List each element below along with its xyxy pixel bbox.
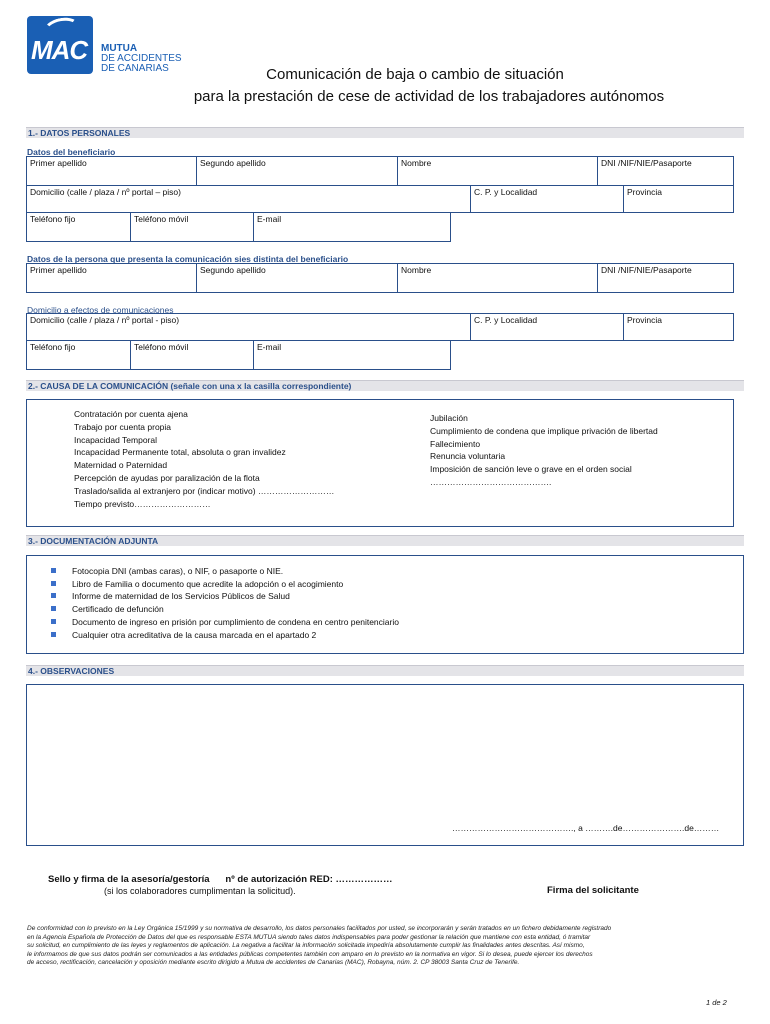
beneficiary-surname1-field[interactable]: Primer apellido <box>26 156 197 186</box>
page-number: 1 de 2 <box>706 998 727 1007</box>
presenter-phone-field[interactable]: Teléfono fijo <box>26 340 131 370</box>
document-item[interactable]: Informe de maternidad de los Servicios Públicos de Salud <box>51 590 399 603</box>
privacy-line: De conformidad con lo previsto en la Ley Orgánica 15/1999 y su normativa de desarrollo, los datos personales facilitados por usted, se incorporarán y serán tratados en un fichero debidamente registrado <box>27 925 612 932</box>
cause-option[interactable]: Trabajo por cuenta propia <box>74 421 172 432</box>
cause-option[interactable]: Contratación por cuenta ajena <box>74 409 188 419</box>
cause-option[interactable]: Cumplimiento de condena que implique privación de libertad <box>430 425 658 436</box>
section-2-header: 2.- CAUSA DE LA COMUNICACIÓN (señale con una x la casilla correspondiente) <box>26 380 744 391</box>
documentation-list <box>51 565 399 641</box>
privacy-line: de acceso, rectificación, cancelación y oposición mediante escrito dirigido a Mutua de accidentes de Canarias (MAC), Robayna, núm. 2. CP 38003 Santa Cruz de Tenerife. <box>27 959 520 967</box>
cause-option[interactable]: Incapacidad Permanente total, absoluta o gran invalidez <box>74 447 286 458</box>
beneficiary-mobile-field[interactable]: Teléfono móvil <box>130 212 254 242</box>
presenter-mobile-field[interactable]: Teléfono móvil <box>130 340 254 370</box>
advisor-signature-label: Sello y firma de la asesoría/gestoría nº de autorización RED: ……………… <box>48 874 393 885</box>
checkbox-icon[interactable] <box>51 593 56 598</box>
document-item[interactable]: Documento de ingreso en prisión por cumplimiento de condena en centro penitenciario <box>51 616 399 629</box>
logo-mark: MAC <box>31 35 88 65</box>
notification-postcode-field[interactable]: C. P. y Localidad <box>470 313 624 341</box>
logo-line-2: DE ACCIDENTES <box>101 53 182 64</box>
applicant-signature-label: Firma del solicitante <box>547 885 639 896</box>
presenter-email-field[interactable]: E-mail <box>253 340 451 370</box>
cause-list-left <box>74 408 334 510</box>
logo-line-1: MUTUA <box>101 43 138 54</box>
cause-option[interactable]: Incapacidad Temporal <box>74 434 158 445</box>
presenter-surname2-field[interactable]: Segundo apellido <box>196 263 398 293</box>
beneficiary-postcode-field[interactable]: C. P. y Localidad <box>470 185 624 213</box>
page-subtitle: para la prestación de cese de actividad de los trabajadores autónomos <box>193 88 665 105</box>
document-item[interactable]: Cualquier otra acreditativa de la causa marcada en el apartado 2 <box>51 629 399 642</box>
cause-option[interactable]: Renuncia voluntaria <box>430 451 506 462</box>
presenter-surname1-field[interactable]: Primer apellido <box>26 263 197 293</box>
checkbox-icon[interactable] <box>51 632 56 637</box>
section-3-header: 3.- DOCUMENTACIÓN ADJUNTA <box>26 535 744 546</box>
document-item[interactable]: Fotocopia DNI (ambas caras), o NIF, o pasaporte o NIE. <box>51 565 399 578</box>
cause-option[interactable]: Percepción de ayudas por paralización de la flota <box>74 472 260 483</box>
cause-list-right <box>430 412 658 489</box>
checkbox-icon[interactable] <box>51 619 56 624</box>
privacy-notice <box>27 925 747 968</box>
privacy-line: le informamos de que sus datos podrán ser comunicados a las entidades públicas competentes también con amparo en lo previsto en la normativa en vigor. Si lo desea, puede ejercer los derechos <box>27 950 593 958</box>
checkbox-icon[interactable] <box>51 568 56 573</box>
notification-address-field[interactable]: Domicilio (calle / plaza / nº portal - piso) <box>26 313 471 341</box>
section-1-header: 1.- DATOS PERSONALES <box>26 127 744 138</box>
beneficiary-surname2-field[interactable]: Segundo apellido <box>196 156 398 186</box>
cause-option[interactable]: Imposición de sanción leve o grave en el orden social <box>430 464 632 475</box>
document-item[interactable]: Libro de Familia o documento que acredite la adopción o el acogimiento <box>51 578 399 591</box>
beneficiary-email-field[interactable]: E-mail <box>253 212 451 242</box>
privacy-line: su solicitud, en cumplimiento de las leyes y reglamentos de aplicación. La negativa a facilitar la información solicitada impediría absolutamente cumplir las finalidades antes descritas. Así mismo, <box>27 942 585 950</box>
beneficiary-phone-field[interactable]: Teléfono fijo <box>26 212 131 242</box>
cause-option[interactable]: ……………………………………. <box>430 476 552 487</box>
page-title: Comunicación de baja o cambio de situación <box>266 66 564 83</box>
cause-option[interactable]: Jubilación <box>430 413 468 423</box>
cause-option[interactable]: Tiempo previsto……………………… <box>74 498 211 509</box>
notification-address-label: Domicilio a efectos de comunicaciones <box>27 305 174 315</box>
presenter-label: Datos de la persona que presenta la comunicación sies distinta del beneficiario <box>27 254 349 264</box>
section-4-header: 4.- OBSERVACIONES <box>26 665 744 676</box>
privacy-line: en la Agencia Española de Protección de Datos del que es responsable ESTA MUTUA siendo tales datos indispensables para poder gestionar la relación que mantiene con esta entidad, ó tramitar <box>27 933 591 941</box>
cause-option[interactable]: Maternidad o Paternidad <box>74 460 168 471</box>
beneficiary-label: Datos del beneficiario <box>27 147 116 157</box>
beneficiary-name-field[interactable]: Nombre <box>397 156 598 186</box>
document-item[interactable]: Certificado de defunción <box>51 603 399 616</box>
beneficiary-id-field[interactable]: DNI /NIF/NIE/Pasaporte <box>597 156 734 186</box>
cause-option[interactable]: Traslado/salida al extranjero por (indicar motivo) ……………………… <box>74 485 335 496</box>
beneficiary-address-field[interactable]: Domicilio (calle / plaza / nº portal – piso) <box>26 185 471 213</box>
presenter-id-field[interactable]: DNI /NIF/NIE/Pasaporte <box>597 263 734 293</box>
presenter-name-field[interactable]: Nombre <box>397 263 598 293</box>
cause-option[interactable]: Fallecimiento <box>430 438 481 449</box>
observations-field[interactable] <box>26 684 744 846</box>
logo-line-3: DE CANARIAS <box>101 63 169 74</box>
checkbox-icon[interactable] <box>51 606 56 611</box>
notification-province-field[interactable]: Provincia <box>623 313 734 341</box>
date-line[interactable]: ……………………………………., a ……….de………………….de……… <box>452 823 720 833</box>
checkbox-icon[interactable] <box>51 581 56 586</box>
advisor-signature-note: (si los colaboradores cumplimentan la solicitud). <box>104 886 296 896</box>
beneficiary-province-field[interactable]: Provincia <box>623 185 734 213</box>
